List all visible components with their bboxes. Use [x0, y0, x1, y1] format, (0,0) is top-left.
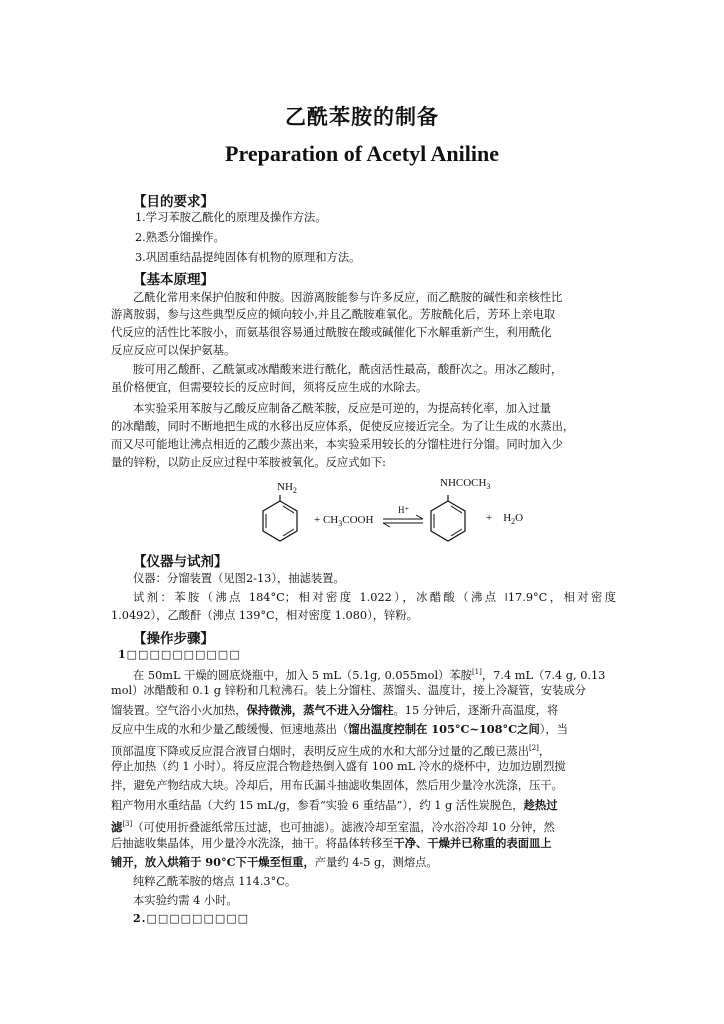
section-procedure-heading: 【操作步骤】 — [133, 631, 214, 647]
principle-line: 游离胺弱，参与这些典型反应的倾向较小,并且乙酰胺难氧化。芳胺酰化后，芳环上亲电取 — [111, 308, 556, 321]
section-apparatus-heading: 【仪器与试剂】 — [133, 554, 228, 570]
reverse-arrowhead — [383, 523, 390, 527]
procedure-line: 粗产物用水重结晶（大约 15 mL/g，参看“实验 6 重结晶”），约 1 g 活性炭脱色，趁热过 — [111, 798, 558, 812]
principle-line: 本实验采用苯胺与乙酸反应制备乙酰苯胺，反应是可逆的，为提高转化率，加入过量 — [133, 402, 551, 415]
step2-heading: 2.□□□□□□□□□ — [133, 912, 250, 925]
procedure-line: 后抽滤收集晶体，用少量冷水洗涤，抽干。将晶体转移至干净、干燥并已称重的表面皿上 — [111, 836, 552, 850]
principle-line: 虽价格便宜，但需要较长的反应时间，须将反应生成的水除去。 — [111, 381, 428, 394]
ring-double-bond — [451, 529, 462, 536]
reagents-line: 1.0492），乙酸酐（沸点 139°C，相对密度 1.080），锌粉。 — [111, 609, 418, 622]
principle-line: 乙酰化常用来保护伯胺和仲胺。因游离胺能参与许多反应，而乙酰胺的碱性和亲核性比 — [133, 291, 563, 304]
title-english: Preparation of Acetyl Aniline — [225, 141, 499, 166]
goal-item: 2.熟悉分馏操作。 — [135, 231, 225, 244]
catalyst-label: H⁺ — [398, 505, 410, 515]
reaction-scheme — [240, 478, 540, 558]
acetic-acid-label: + $CH_3COOH$ — [314, 514, 374, 529]
section-goal-heading: 【目的要求】 — [133, 194, 214, 210]
apparatus-line: 仪器：分馏装置（见图2-13），抽滤装置。 — [133, 572, 345, 585]
procedure-line: 顶部温度下降或反应混合液冒白烟时，表明反应生成的水和大部分过量的乙酸已蒸出[2]， — [111, 744, 551, 758]
ring-double-bond — [283, 529, 294, 536]
principle-line: 而又尽可能地让沸点相近的乙酸少蒸出来，本实验采用较长的分馏柱进行分馏。同时加入少 — [111, 438, 563, 451]
goal-item: 1.学习苯胺乙酰化的原理及操作方法。 — [135, 211, 327, 224]
aniline-ring — [263, 501, 297, 541]
procedure-line: 在 50mL 干燥的圆底烧瓶中，加入 5 mL（5.1g, 0.055mol）苯胺[1]，7.4 mL（7.4 g, 0.13 — [133, 668, 606, 682]
water-label: + $H_2O$ — [486, 512, 524, 527]
forward-arrowhead — [416, 515, 423, 519]
goal-item: 3.巩固重结晶提纯固体有机物的原理和方法。 — [135, 251, 361, 264]
procedure-line: 滤[3]（可使用折叠滤纸常压过滤，也可抽滤）。滤液冷却至室温，冷水浴冷却 10 分钟，然 — [111, 819, 555, 834]
aniline-amino-label: $NH_2$ — [277, 481, 297, 496]
principle-line: 量的锌粉，以防止反应过程中苯胺被氧化。反应式如下: — [111, 456, 386, 469]
principle-line: 胺可用乙酸酐、乙酰氯或冰醋酸来进行酰化，酰卤活性最高，酸酐次之。用冰乙酸时， — [133, 363, 563, 376]
title-chinese: 乙酰苯胺的制备 — [285, 105, 439, 129]
acetanilide-group-label: $NHCOCH_3$ — [440, 477, 491, 492]
procedure-line: 拌，避免产物结成大块。冷却后，用布氏漏斗抽滤收集固体，然后用少量冷水洗涤，压干。 — [111, 779, 563, 792]
procedure-line: mol）冰醋酸和 0.1 g 锌粉和几粒沸石。装上分馏柱、蒸馏头、温度计，接上冷凝管，安装成分 — [111, 684, 587, 697]
procedure-line: 馏装置。空气浴小火加热，保持微沸，蒸气不进入分馏柱。15 分钟后，逐渐升高温度，将 — [111, 703, 559, 717]
acetanilide-ring — [431, 501, 465, 541]
procedure-line: 铺开，放入烘箱于 90°C下干燥至恒重，产量约 4-5 g，测熔点。 — [111, 855, 438, 869]
principle-line: 代反应的活性比苯胺小，而氨基很容易通过酰胺在酸或碱催化下水解重新产生，利用酰化 — [111, 326, 552, 339]
principle-line: 反应反应可以保护氨基。 — [111, 344, 236, 357]
ring-double-bond — [283, 506, 294, 513]
procedure-line: 纯粹乙酰苯胺的熔点 114.3°C。 — [133, 875, 297, 888]
reagents-line: 试剂：苯胺（沸点 184°C；相对密度 1.022），冰醋酸（沸点 ǀ17.9°C，相对密度 — [133, 591, 616, 604]
procedure-line: 本实验约需 4 小时。 — [133, 894, 238, 907]
ring-double-bond — [451, 506, 462, 513]
principle-line: 的冰醋酸，同时不断地把生成的水移出反应体系，促使反应接近完全。为了让生成的水蒸出， — [111, 420, 575, 433]
step1-heading: 1□□□□□□□□□□ — [118, 648, 241, 661]
procedure-line: 反应中生成的水和少量乙酸缓慢、恒速地蒸出（馏出温度控制在 105°C~108°C之间），当 — [111, 722, 569, 736]
section-principle-heading: 【基本原理】 — [133, 272, 214, 288]
procedure-line: 停止加热（约 1 小时）。将反应混合物趁热倒入盛有 100 mL 冷水的烧杯中，边加边剧烈搅 — [111, 760, 566, 773]
